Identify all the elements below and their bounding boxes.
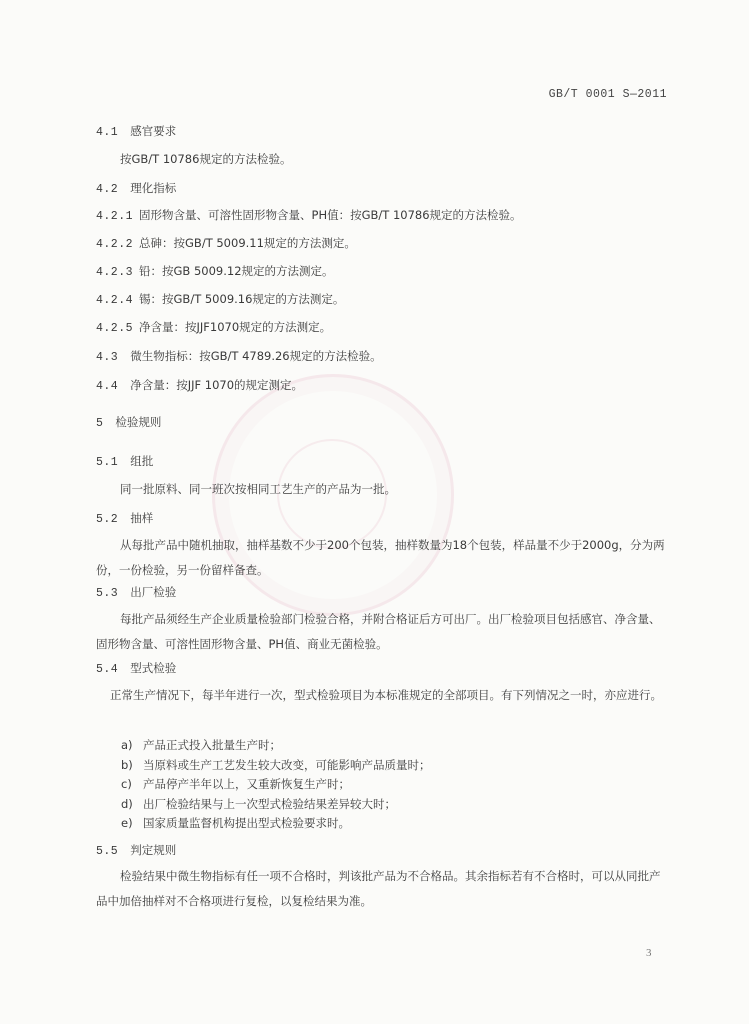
list-item-d: d) 出厂检验结果与上一次型式检验结果差异较大时； xyxy=(121,797,396,811)
clause-4-2-3: 4.2.3 铅：按GB 5009.12规定的方法测定。 xyxy=(96,264,334,279)
heading-4-2: 4.2 理化指标 xyxy=(96,181,177,196)
heading-5-1: 5.1 组批 xyxy=(96,454,154,469)
list-item-a: a) 产品正式投入批量生产时； xyxy=(121,738,281,752)
clause-4-2-1: 4.2.1 固形物含量、可溶性固形物含量、PH值：按GB/T 10786规定的方法检验。 xyxy=(96,208,522,223)
page-number: 3 xyxy=(646,947,652,959)
clause-4-2-5: 4.2.5 净含量：按JJF1070规定的方法测定。 xyxy=(96,320,332,335)
paragraph-5-1: 同一批原料、同一班次按相同工艺生产的产品为一批。 xyxy=(120,482,396,496)
paragraph-5-5: 检验结果中微生物指标有任一项不合格时，判该批产品为不合格品。其余指标若有不合格时，可以从同批产品中加倍抽样对不合格项进行复检，以复检结果为准。 xyxy=(96,869,661,908)
clause-4-2-2: 4.2.2 总砷：按GB/T 5009.11规定的方法测定。 xyxy=(96,236,356,251)
paragraph-5-2: 从每批产品中随机抽取，抽样基数不少于200个包装，抽样数量为18个包装，样品量不少于2000g，分为两份，一份检验，另一份留样备查。 xyxy=(96,538,665,577)
list-item-e: e) 国家质量监督机构提出型式检验要求时。 xyxy=(121,816,350,830)
clause-4-3: 4.3 微生物指标：按GB/T 4789.26规定的方法检验。 xyxy=(96,349,382,364)
heading-5-3: 5.3 出厂检验 xyxy=(96,585,177,600)
clause-4-4: 4.4 净含量：按JJF 1070的规定测定。 xyxy=(96,378,304,393)
heading-5: 5 检验规则 xyxy=(96,415,162,430)
heading-5-5: 5.5 判定规则 xyxy=(96,843,177,858)
paragraph-5-3: 每批产品须经生产企业质量检验部门检验合格，并附合格证后方可出厂。出厂检验项目包括感官、净含量、固形物含量、可溶性固形物含量、PH值、商业无菌检验。 xyxy=(96,612,661,651)
clause-4-2-4: 4.2.4 锡：按GB/T 5009.16规定的方法测定。 xyxy=(96,292,345,307)
standard-code: GB/T 0001 S—2011 xyxy=(548,88,667,101)
list-item-b: b) 当原料或生产工艺发生较大改变，可能影响产品质量时； xyxy=(121,758,431,772)
heading-4-1: 4.1 感官要求 xyxy=(96,124,177,139)
heading-5-2: 5.2 抽样 xyxy=(96,511,154,526)
heading-5-4: 5.4 型式检验 xyxy=(96,661,177,676)
list-item-c: c) 产品停产半年以上，又重新恢复生产时； xyxy=(121,777,350,791)
paragraph-5-4: 正常生产情况下，每半年进行一次，型式检验项目为本标准规定的全部项目。有下列情况之一时，亦应进行。 xyxy=(110,688,662,702)
paragraph-4-1: 按GB/T 10786规定的方法检验。 xyxy=(120,152,292,166)
